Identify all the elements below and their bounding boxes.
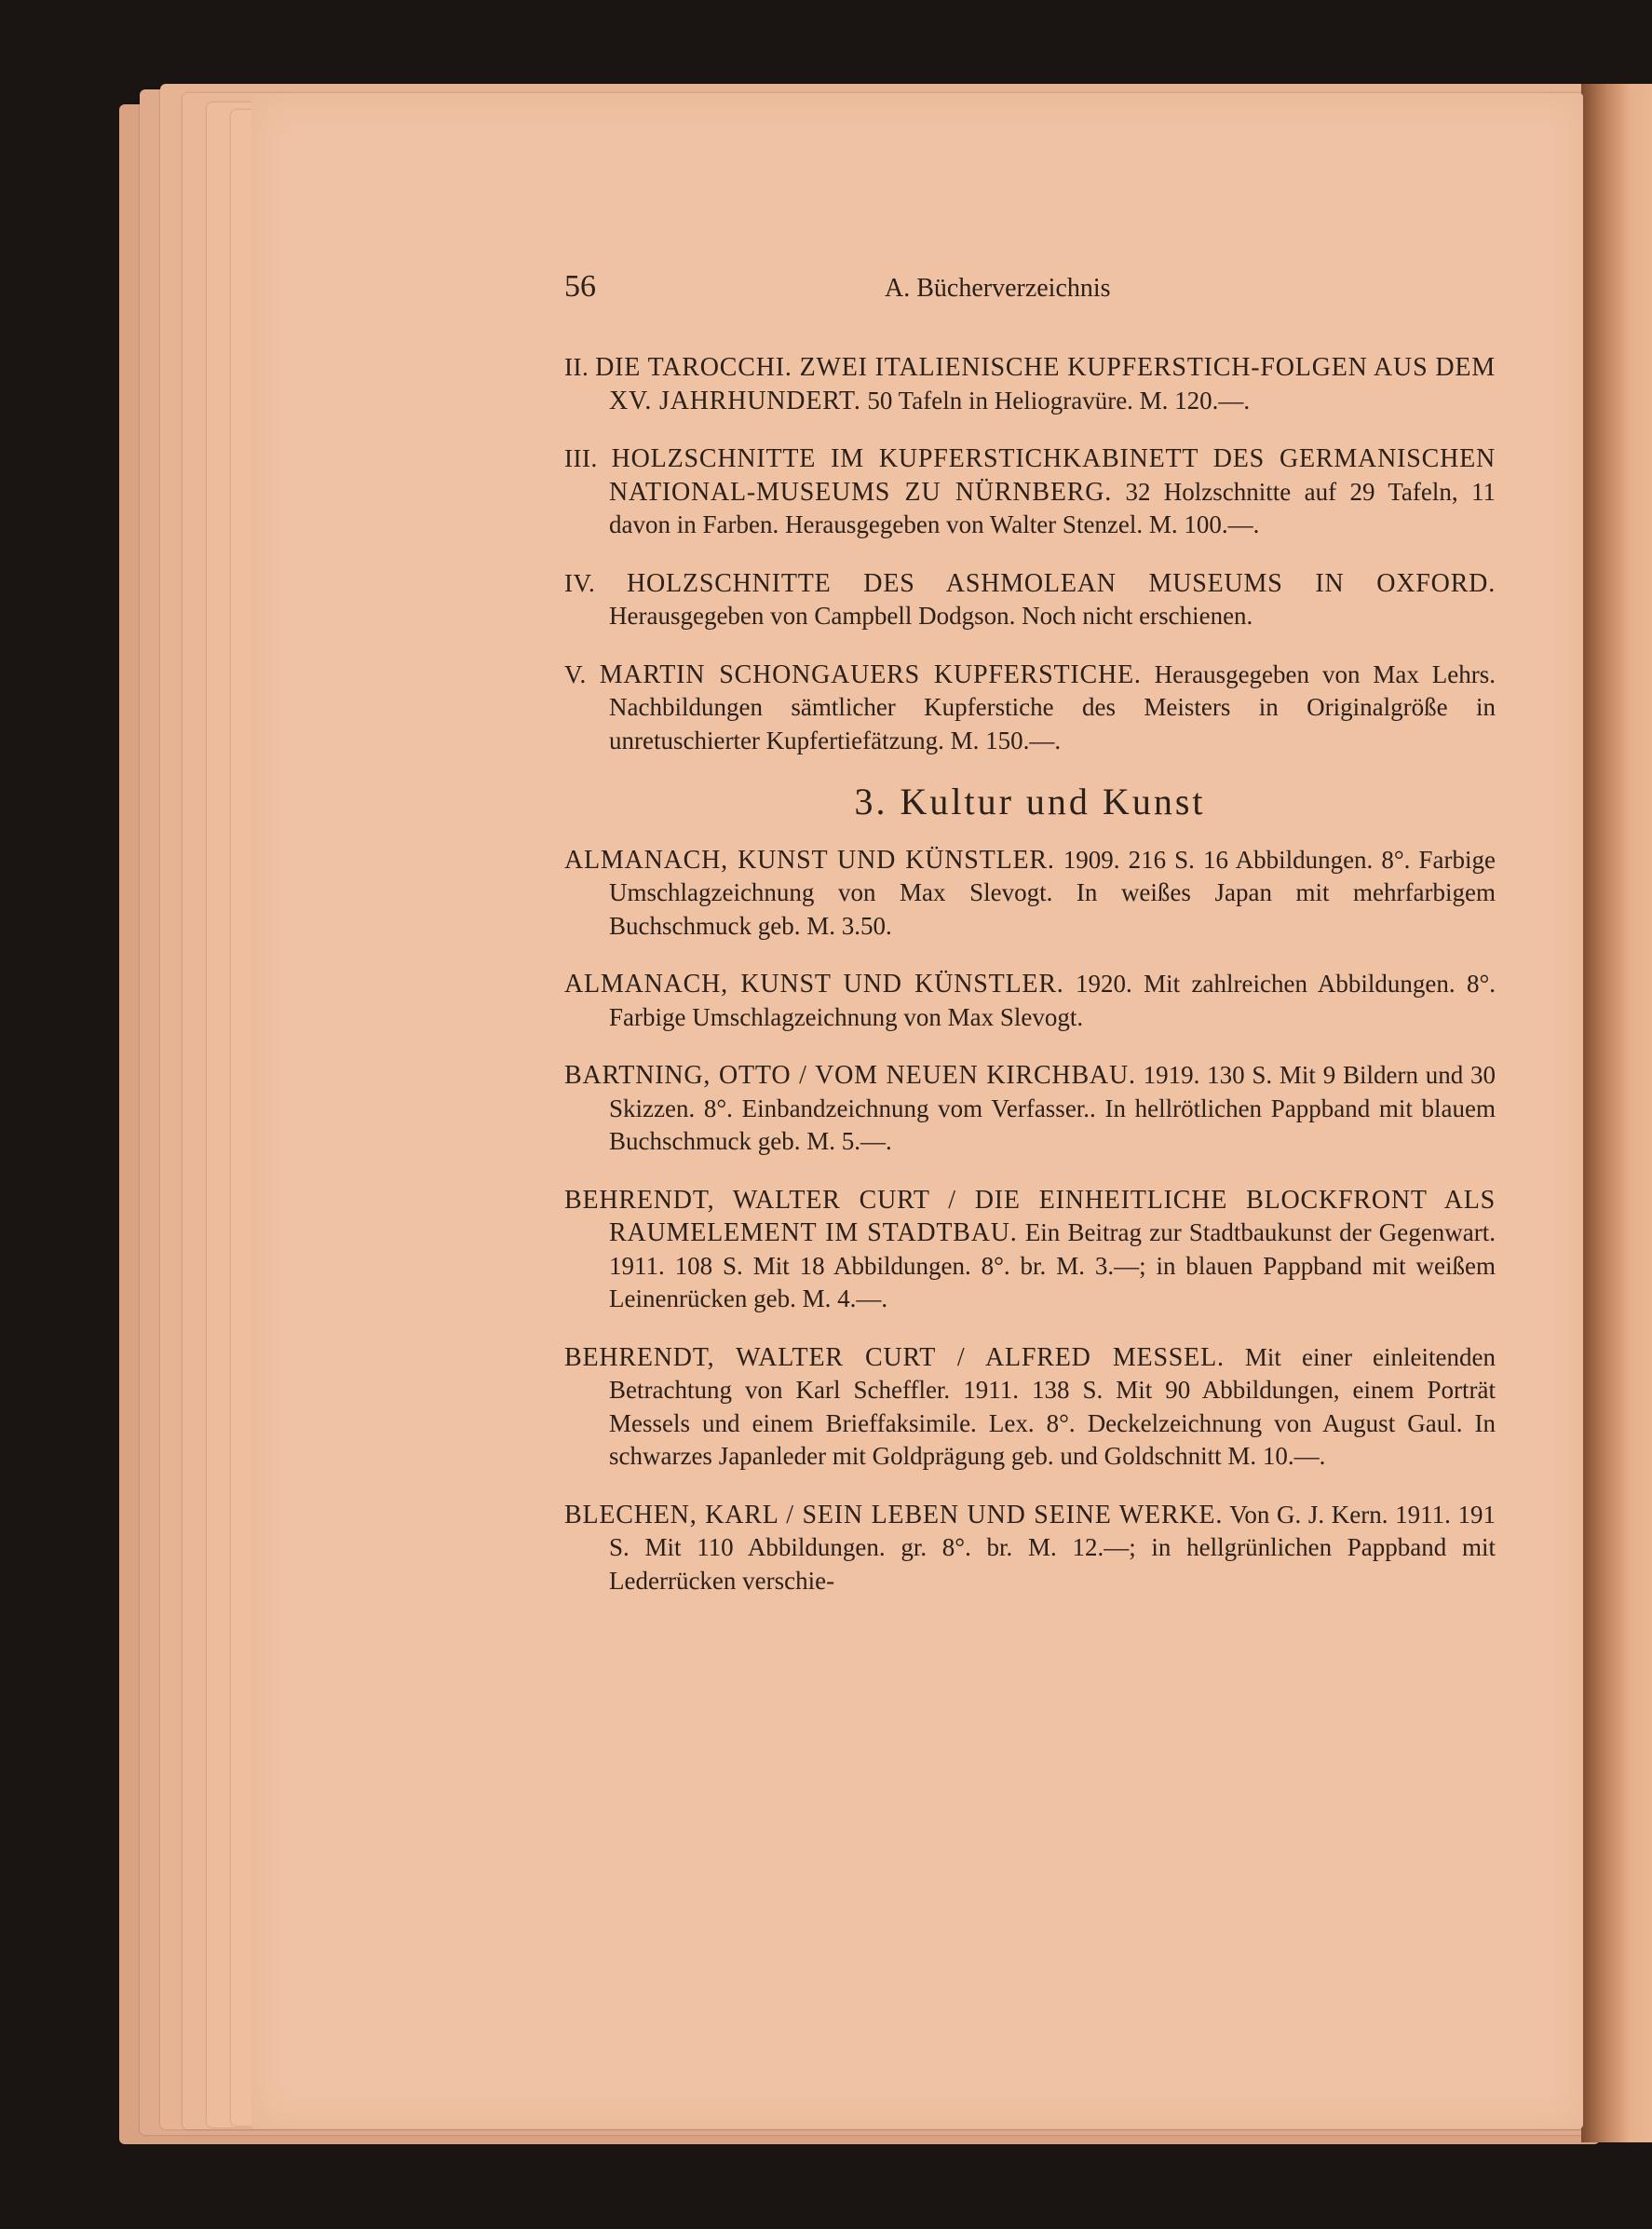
entry-text: 1909. 216 S. 16 Abbildungen. 8°. Farbige Umschlagzeichnung von Max Slevogt. In weißes Japan mit mehrfarbigem Buchschmuck geb. M. 3.50. bbox=[609, 845, 1496, 940]
entry-text: 1919. 130 S. Mit 9 Bildern und 30 Skizzen. 8°. Einbandzeichnung vom Verfasser.. In hellrötlichen Pappband mit blauem Buchschmuck geb. M. 5.—. bbox=[609, 1061, 1496, 1155]
entry-heading: BEHRENDT, WALTER CURT / ALFRED MESSEL. bbox=[564, 1342, 1225, 1372]
entry-numeral: V. bbox=[564, 659, 587, 688]
running-head bbox=[564, 270, 1496, 326]
entry-heading: HOLZSCHNITTE DES ASHMOLEAN MUSEUMS IN OXFORD. bbox=[626, 568, 1496, 598]
entry-text: Ein Beitrag zur Stadtbaukunst der Gegenwart. 1911. 108 S. Mit 18 Abbildungen. 8°. br. M. 3.—; in blauen Pappband mit weißem Leinenrücken geb. M. 4.—. bbox=[609, 1218, 1496, 1312]
catalog-entry bbox=[564, 844, 1496, 944]
catalog-entry-list bbox=[564, 844, 1496, 1598]
facing-page-edge bbox=[1581, 84, 1652, 2142]
series-entry bbox=[564, 659, 1496, 758]
series-entry bbox=[564, 351, 1496, 417]
running-head-title: A. Bücherverzeichnis bbox=[885, 274, 1111, 303]
page-number: 56 bbox=[564, 269, 596, 304]
entry-numeral: IV. bbox=[564, 568, 596, 597]
entry-numeral: II. bbox=[564, 353, 589, 381]
entry-heading: MARTIN SCHONGAUERS KUPFERSTICHE. bbox=[599, 659, 1142, 689]
entry-heading: DIE TAROCCHI. ZWEI ITALIENISCHE KUPFERSTICH-FOLGEN AUS DEM XV. JAHRHUNDERT. bbox=[595, 353, 1496, 415]
entry-numeral: III. bbox=[564, 444, 598, 472]
page-text-block bbox=[564, 270, 1496, 1603]
series-entry bbox=[564, 442, 1496, 542]
catalog-entry bbox=[564, 1184, 1496, 1316]
entry-heading: HOLZSCHNITTE IM KUPFERSTICHKABINETT DES GERMANISCHEN NATIONAL-MUSEUMS ZU NÜRNBERG. bbox=[609, 444, 1496, 507]
entry-text: Von G. J. Kern. 1911. 191 S. Mit 110 Abbildungen. gr. 8°. br. M. 12.—; in hellgrünlichen Pappband mit Lederrücken verschie- bbox=[609, 1500, 1496, 1595]
entry-text: 1920. Mit zahlreichen Abbildungen. 8°. Farbige Umschlagzeichnung von Max Slevogt. bbox=[609, 970, 1496, 1031]
entry-heading: BEHRENDT, WALTER CURT / DIE EINHEITLICHE BLOCKFRONT ALS RAUMELEMENT IM STADTBAU. bbox=[564, 1185, 1496, 1247]
series-entry-list bbox=[564, 351, 1496, 757]
catalog-entry bbox=[564, 968, 1496, 1034]
entry-heading: BLECHEN, KARL / SEIN LEBEN UND SEINE WERKE. bbox=[564, 1500, 1224, 1529]
entry-heading: ALMANACH, KUNST UND KÜNSTLER. bbox=[564, 845, 1055, 875]
entry-text: Mit einer einleitenden Betrachtung von Karl Scheffler. 1911. 138 S. Mit 90 Abbildungen, einem Porträt Messels und einem Brieffaksimile. Lex. 8°. Deckelzeichnung von August Gaul. In schwarzes Japanleder mit Goldprägung geb. und Goldschnitt M. 10.—. bbox=[609, 1342, 1496, 1470]
entry-heading: ALMANACH, KUNST UND KÜNSTLER. bbox=[564, 970, 1064, 999]
catalog-entry bbox=[564, 1499, 1496, 1598]
catalog-entry bbox=[564, 1059, 1496, 1159]
series-entry bbox=[564, 567, 1496, 633]
entry-text: Herausgegeben von Campbell Dodgson. Noch nicht erschienen. bbox=[609, 602, 1253, 630]
entry-text: Herausgegeben von Max Lehrs. Nachbildungen sämtlicher Kupferstiche des Meisters in Originalgröße in unretuschierter Kupfertiefätzung. M. 150.—. bbox=[609, 659, 1496, 754]
entry-heading: BARTNING, OTTO / VOM NEUEN KIRCHBAU. bbox=[564, 1061, 1136, 1090]
section-heading: 3. Kultur und Kunst bbox=[854, 781, 1206, 822]
entry-text: 50 Tafeln in Heliogravüre. M. 120.—. bbox=[867, 386, 1251, 415]
entry-text: 32 Holzschnitte auf 29 Tafeln, 11 davon in Farben. Herausgegeben von Walter Stenzel. M. 100.—. bbox=[609, 477, 1496, 538]
catalog-entry bbox=[564, 1341, 1496, 1474]
